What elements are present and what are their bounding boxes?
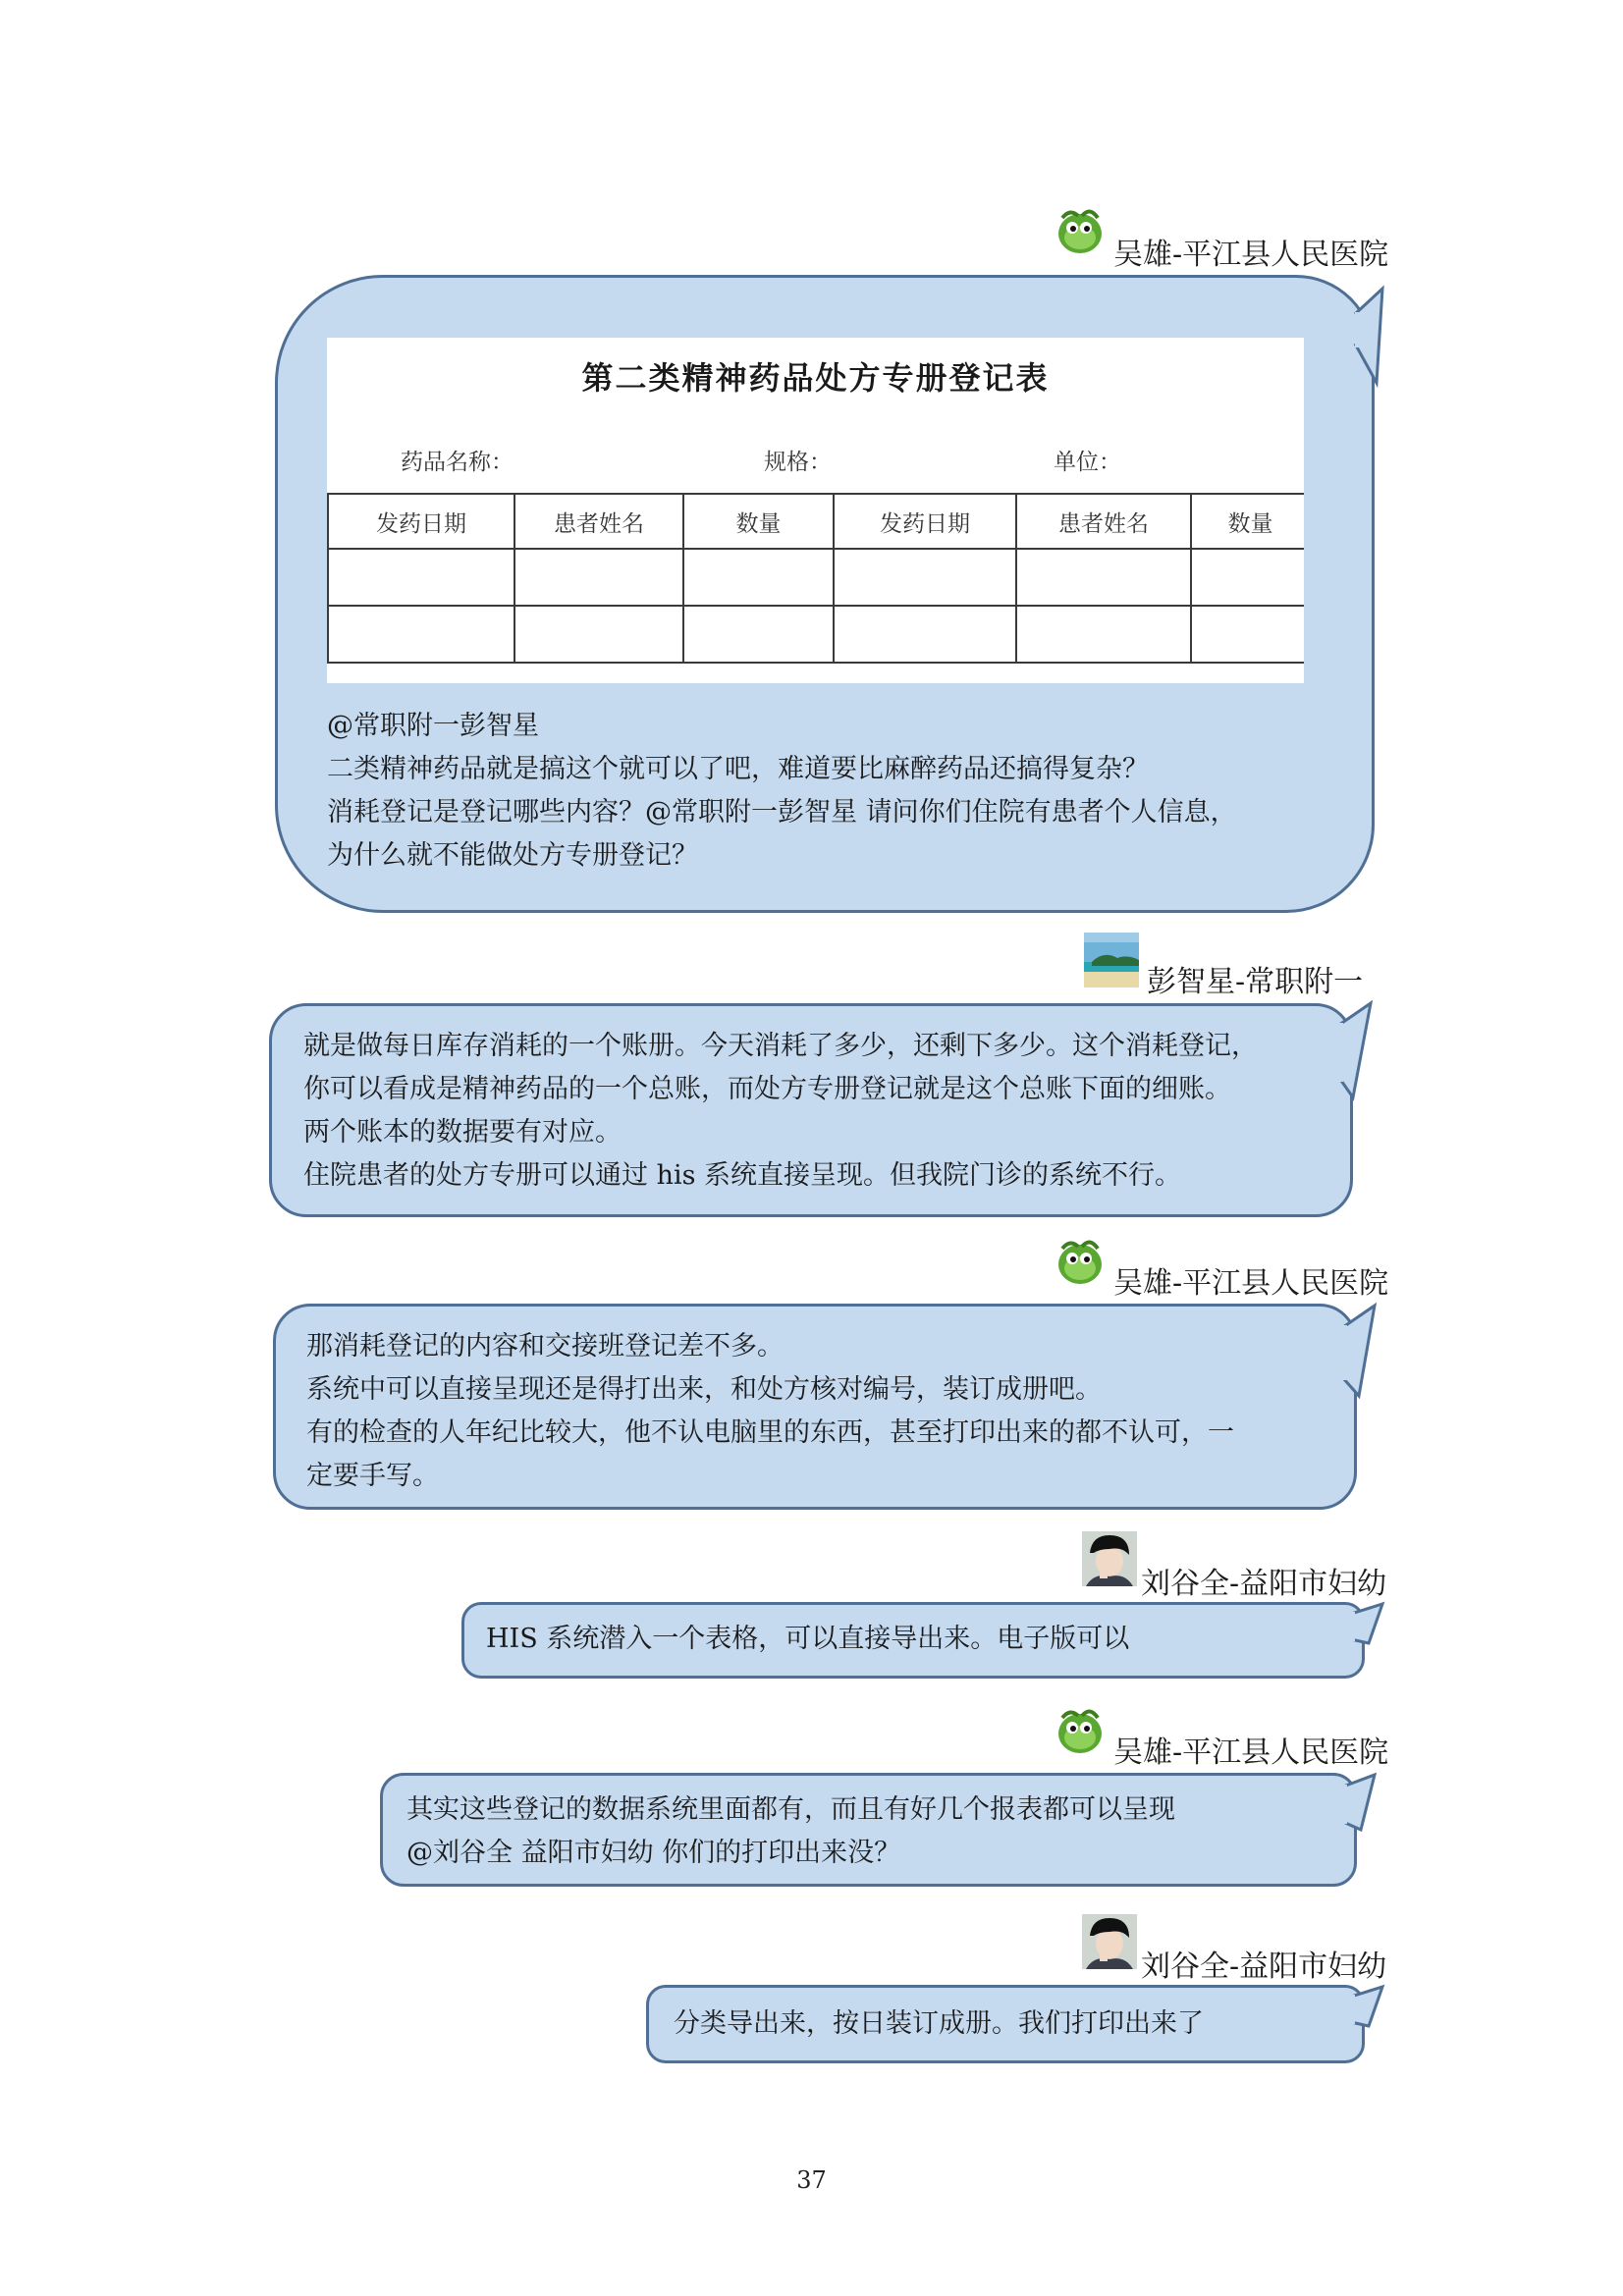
bubble-tail <box>1349 1983 1388 2042</box>
sender-name: 吴雄-平江县人民医院 <box>1113 1266 1389 1301</box>
message-text <box>674 2002 1204 2046</box>
sender-name: 彭智星-常职附一 <box>1147 965 1364 999</box>
message-line: @常职附一彭智星 <box>327 711 539 741</box>
sender-name: 吴雄-平江县人民医院 <box>1113 1735 1389 1770</box>
table-cell <box>683 606 834 663</box>
green-bird-avatar-icon[interactable] <box>1053 202 1108 257</box>
table-row <box>328 549 1304 606</box>
table-header-row <box>328 494 1304 549</box>
register-table <box>327 493 1304 664</box>
message-line: 其实这些登记的数据系统里面都有，而且有好几个报表都可以呈现 <box>406 1794 1175 1825</box>
column-header: 患者姓名 <box>1016 494 1191 549</box>
message-line: 定要手写。 <box>306 1461 439 1491</box>
dark-hair-person-avatar-icon[interactable] <box>1082 1531 1139 1592</box>
table-cell <box>1016 549 1191 606</box>
message-line: 分类导出来，按日装订成册。我们打印出来了 <box>674 2008 1204 2039</box>
message-line: 二类精神药品就是搞这个就可以了吧，难道要比麻醉药品还搞得复杂？ <box>327 754 1149 784</box>
message-line: 为什么就不能做处方专册登记？ <box>327 840 698 871</box>
form-label-drug-name: 药品名称： <box>401 450 514 475</box>
bubble-tail <box>1349 1600 1388 1659</box>
message-line: 你可以看成是精神药品的一个总账，而处方专册登记就是这个总账下面的细账。 <box>303 1074 1231 1104</box>
message-text <box>406 1789 1175 1875</box>
table-cell <box>328 549 514 606</box>
message-line: 消耗登记是登记哪些内容？@常职附一彭智星 请问你们住院有患者个人信息， <box>327 797 1237 828</box>
column-header: 数量 <box>683 494 834 549</box>
table-cell <box>1191 606 1304 663</box>
table-cell <box>514 606 683 663</box>
green-bird-avatar-icon[interactable] <box>1053 1702 1108 1757</box>
bubble-tail <box>1341 1771 1380 1849</box>
table-cell <box>1016 606 1191 663</box>
sender-name: 刘谷全-益阳市妇幼 <box>1141 1949 1387 1984</box>
table-cell <box>1191 549 1304 606</box>
message-line: 两个账本的数据要有对应。 <box>303 1117 622 1148</box>
sender-name: 吴雄-平江县人民医院 <box>1113 238 1389 272</box>
message-line: 系统中可以直接呈现还是得打出来，和处方核对编号，装订成册吧。 <box>306 1374 1102 1405</box>
column-header: 患者姓名 <box>514 494 683 549</box>
table-cell <box>514 549 683 606</box>
column-header: 发药日期 <box>834 494 1016 549</box>
message-text <box>327 705 1237 878</box>
table-cell <box>834 606 1016 663</box>
bubble-tail <box>1355 285 1394 393</box>
table-cell <box>683 549 834 606</box>
page-number: 37 <box>796 2166 827 2194</box>
message-line: @刘谷全 益阳市妇幼 你们的打印出来没？ <box>406 1838 901 1868</box>
table-cell <box>834 549 1016 606</box>
table-cell <box>328 606 514 663</box>
message-line: 住院患者的处方专册可以通过 his 系统直接呈现。但我院门诊的系统不行。 <box>303 1160 1182 1191</box>
register-form-image <box>327 338 1304 683</box>
message-line: 那消耗登记的内容和交接班登记差不多。 <box>306 1331 784 1362</box>
bubble-tail <box>1341 1302 1380 1410</box>
form-title: 第二类精神药品处方专册登记表 <box>581 359 1050 397</box>
column-header: 数量 <box>1191 494 1304 549</box>
message-text <box>486 1618 1129 1661</box>
dark-hair-person-avatar-icon[interactable] <box>1082 1914 1139 1975</box>
form-label-unit: 单位： <box>1054 450 1121 475</box>
table-row <box>328 606 1304 663</box>
message-text <box>303 1025 1258 1198</box>
message-line: HIS 系统潜入一个表格，可以直接导出来。电子版可以 <box>486 1624 1130 1654</box>
form-label-spec: 规格： <box>764 450 832 475</box>
column-header: 发药日期 <box>328 494 514 549</box>
sender-name: 刘谷全-益阳市妇幼 <box>1141 1567 1387 1601</box>
bubble-tail <box>1337 999 1377 1117</box>
green-bird-avatar-icon[interactable] <box>1053 1233 1108 1288</box>
beach-photo-avatar-icon[interactable] <box>1084 933 1143 989</box>
message-line: 有的检查的人年纪比较大，他不认电脑里的东西，甚至打印出来的都不认可，一 <box>306 1417 1234 1448</box>
message-line: 就是做每日库存消耗的一个账册。今天消耗了多少，还剩下多少。这个消耗登记， <box>303 1031 1258 1061</box>
message-text <box>306 1325 1234 1498</box>
